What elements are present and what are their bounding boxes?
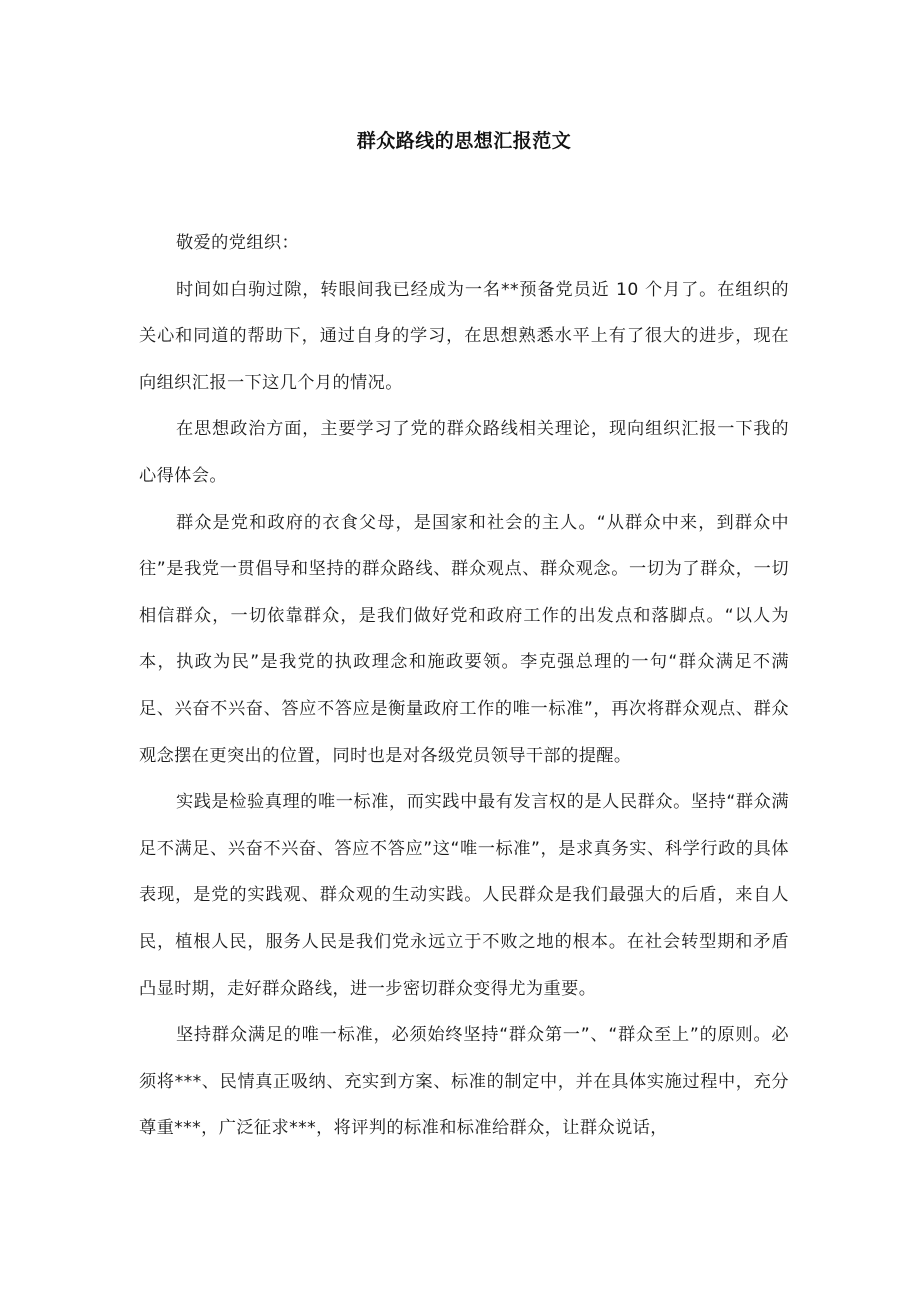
salutation: 敬爱的党组织： bbox=[175, 233, 300, 253]
paragraph: 实践是检验真理的唯一标准，而实践中最有发言权的是人民群众。坚持“群众满足不满足、兴奋不兴奋、答应不答应”这“唯一标准”，是求真务实、科学行政的具体表现，是党的实践观、群众观的生动实践。人民群众是我们最强大的后盾，来自人民，植根人民，服务人民是我们党永远立于不败之地的根本。在社会转型期和矛盾凸显时期，走好群众路线，进一步密切群众变得尤为重要。 bbox=[139, 792, 789, 999]
paragraph: 时间如白驹过隙，转眼间我已经成为一名**预备党员近 10 个月了。在组织的关心和同道的帮助下，通过自身的学习，在思想熟悉水平上有了很大的进步，现在向组织汇报一下这几个月的情况。 bbox=[139, 279, 789, 393]
paragraph: 在思想政治方面，主要学习了党的群众路线相关理论，现向组织汇报一下我的心得体会。 bbox=[139, 419, 789, 486]
document-title: 群众路线的思想汇报范文 bbox=[356, 130, 572, 152]
document-body bbox=[139, 220, 789, 1152]
paragraph: 群众是党和政府的衣食父母，是国家和社会的主人。“从群众中来，到群众中往”是我党一贯倡导和坚持的群众路线、群众观点、群众观念。一切为了群众，一切相信群众，一切依靠群众，是我们做好党和政府工作的出发点和落脚点。“以人为本，执政为民”是我党的执政理念和施政要领。李克强总理的一句“群众满足不满足、兴奋不兴奋、答应不答应是衡量政府工作的唯一标准”，再次将群众观点、群众观念摆在更突出的位置，同时也是对各级党员领导干部的提醒。 bbox=[139, 512, 789, 766]
paragraph: 坚持群众满足的唯一标准，必须始终坚持“群众第一”、“群众至上”的原则。必须将***、民情真正吸纳、充实到方案、标准的制定中，并在具体实施过程中，充分尊重***，广泛征求***，将评判的标准和标准给群众，让群众说话， bbox=[139, 1025, 789, 1139]
